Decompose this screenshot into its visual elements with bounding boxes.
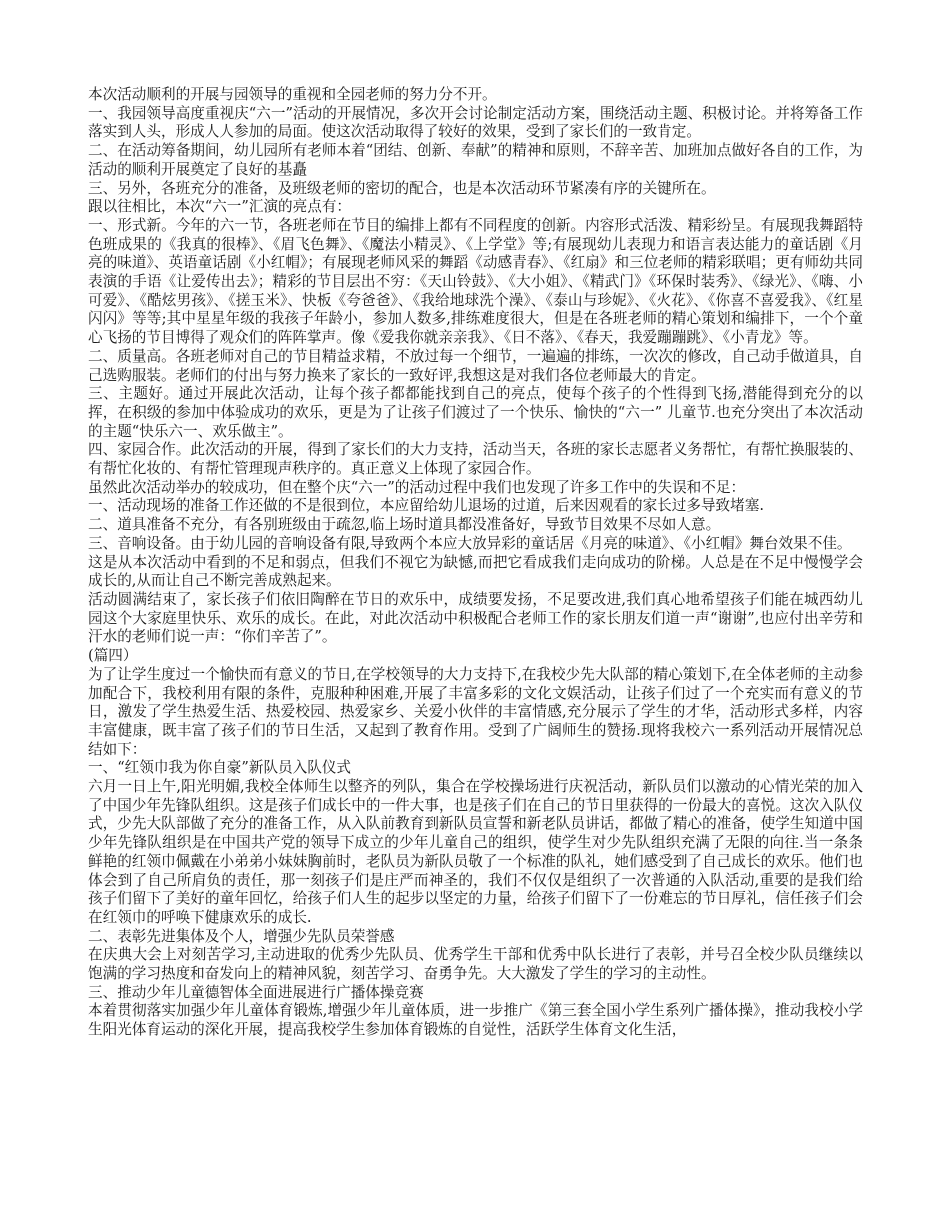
paragraph: (篇四） [88, 647, 138, 665]
paragraph: 在庆典大会上对刻苦学习,主动进取的优秀少先队员、优秀学生干部和优秀中队长进行了表彰，并号召全校少队员继续以饱满的学习热度和奋发向上的精神风貌，刻苦学习、奋勇争先。大大激发了学生的学习的主动性。 [88, 946, 863, 983]
paragraph: 虽然此次活动举办的较成功，但在整个庆“六一”的活动过程中我们也发现了许多工作中的失误和不足： [88, 478, 746, 496]
paragraph: 这是从本次活动中看到的不足和弱点，但我们不视它为缺憾,而把它看成我们走向成功的阶梯。人总是在不足中慢慢学会成长的,从而让自己不断完善成熟起来。 [88, 553, 863, 590]
paragraph: 一、活动现场的准备工作还做的不是很到位，本应留给幼儿退场的过道，后来因观看的家长过多导致堵塞. [88, 497, 764, 515]
paragraph: 三、主题好。通过开展此次活动，让每个孩子都都能找到自己的亮点，使每个孩子的个性得到飞扬,潜能得到充分的以挥，在积级的参加中体验成功的欢乐，更是为了让孩子们渡过了一个快乐、愉快的“六一” 儿童节.也充分突出了本次活动的主题“快乐六一、欢乐做主”。 [88, 385, 863, 440]
paragraph: 一、“红领巾我为你自豪”新队员入队仪式 [88, 759, 352, 777]
paragraph: 活动圆满结束了，家长孩子们依旧陶醉在节日的欢乐中，成绩要发扬，不足要改进,我们真心地希望孩子们能在城西幼儿园这个大家庭里快乐、欢乐的成长。在此，对此次活动中积极配合老师工作的家长朋友们道一声“谢谢”,也应付出辛劳和汗水的老师们说一声：“你们辛苦了”。 [88, 590, 863, 646]
paragraph: 一、形式新。今年的六一节，各班老师在节目的编排上都有不同程度的创新。内容形式活泼、精彩纷呈。有展现我舞蹈特色班成果的《我真的很棒》、《眉飞色舞》、《魔法小精灵》、《上学堂》等;有展现幼儿表现力和语言表达能力的童话剧《月亮的味道》、英语童话剧《小红帽》；有展现老师风采的舞蹈《动感青春》、《红扇》和三位老师的精彩联唱；更有师幼共同表演的手语《让爱传出去》；精彩的节目层出不穷：《天山铃鼓》、《大小姐》、《精武门》《环保时装秀》、《绿光》、《嗨、小可爱》、《酷炫男孩》、《搓玉米》、快板《夸爸爸》、《我给地球洗个澡》、《泰山与珍妮》、《火花》、《你喜不喜爱我》、《红星闪闪》等等;其中星星年级的我孩子年龄小，参加人数多,排练难度很大，但是在各班老师的精心策划和编排下，一个个童心飞扬的节目博得了观众们的阵阵掌声。像《爱我你就亲亲我》、《日不落》、《春天，我爱蹦蹦跳》、《小青龙》等。 [88, 216, 863, 347]
paragraph: 三、推动少年儿童德智体全面进展进行广播体操竞赛 [88, 983, 424, 1001]
paragraph: 二、在活动筹备期间，幼儿园所有老师本着“团结、创新、奉献”的精神和原则，不辞辛苦、加班加点做好各自的工作，为活动的顺利开展奠定了良好的基矗 [88, 142, 863, 178]
paragraph: 本次活动顺利的开展与园领导的重视和全园老师的努力分不开。 [88, 86, 497, 103]
paragraph: 本着贯彻落实加强少年儿童体育锻炼,增强少年儿童体质，进一步推广《第三套全国小学生系列广播体操》，推动我校小学生阳光体育运动的深化开展，提高我校学生参加体育锻炼的自觉性，活跃学生体育文化生活， [88, 1002, 863, 1039]
paragraph: 二、道具准备不充分，有各别班级由于疏忽,临上场时道具都没准备好，导致节目效果不尽如人意。 [88, 516, 721, 534]
paragraph: 二、表彰先进集体及个人，增强少先队员荣誉感 [88, 927, 395, 945]
paragraph: 三、另外，各班充分的准备，及班级老师的密切的配合，也是本次活动环节紧凑有序的关键所在。 [88, 179, 716, 197]
paragraph: 二、质量高。各班老师对自己的节目精益求精，不放过每一个细节，一遍遍的排练，一次次的修改，自己动手做道具，自己选购服装。老师们的付出与努力换来了家长的一致好评,我想这是对我们各位老师最大的肯定。 [88, 347, 863, 384]
paragraph: 跟以往相比，本次“六一”汇演的亮点有： [88, 198, 352, 216]
paragraph: 四、家园合作。此次活动的开展，得到了家长们的大力支持，活动当天，各班的家长志愿者义务帮忙，有帮忙换服装的、有帮忙化妆的、有帮忙管理现声秩序的。真正意义上体现了家园合作。 [88, 441, 863, 478]
paragraph: 三、音响设备。由于幼儿园的音响设备有限,导致两个本应大放异彩的童话居《月亮的味道》、《小红帽》舞台效果不佳。 [88, 534, 852, 552]
paragraph: 为了让学生度过一个愉快而有意义的节日,在学校领导的大力支持下,在我校少先大队部的精心策划下,在全体老师的主动参加配合下，我校利用有限的条件，克服种种困难,开展了丰富多彩的文化文娱活动，让孩子们过了一个充实而有意义的节日，激发了学生热爱生活、热爱校园、热爱家乡、关爱小伙伴的丰富情感,充分展示了学生的才华，活动形式多样，内容丰富健康，既丰富了孩子们的节日生活，又起到了教育作用。受到了广阔师生的赞扬.现将我校六一系列活动开展情况总结如下： [88, 665, 863, 758]
paragraph: 六月一日上午,阳光明媚,我校全体师生以整齐的列队，集合在学校操场进行庆祝活动，新队员们以激动的心情光荣的加入了中国少年先锋队组织。这是孩子们成长中的一件大事，也是孩子们在自己的节日里获得的一份最大的喜悦。这次入队仪式，少先大队部做了充分的准备工作，从入队前教育到新队员宣誓和新老队员讲话，都做了精心的准备，使学生知道中国少年先锋队组织是在中国共产党的领导下成立的少年儿童自己的组织，使学生对少先队组织充满了无限的向往.当一条条鲜艳的红领巾佩戴在小弟弟小妹妹胸前时，老队员为新队员敬了一个标准的队礼，她们感受到了自己成长的欢乐。他们也体会到了自己所肩负的责任，那一刻孩子们是庄严而神圣的，我们不仅仅是组织了一次普通的入队活动,重要的是我们给孩子们留下了美好的童年回忆，给孩子们人生的起步以坚定的力量，给孩子们留下了一份难忘的节日厚礼，信任孩子们会在红领巾的呼唤下健康欢乐的成长. [88, 778, 863, 926]
document-body [88, 86, 863, 1040]
paragraph: 一、我园领导高度重视庆“六一”活动的开展情况，多次开会讨论制定活动方案，围绕活动主题、积极讨论。并将筹备工作落实到人头，形成人人参加的局面。使这次活动取得了较好的效果，受到了家长们的一致肯定。 [88, 104, 863, 141]
